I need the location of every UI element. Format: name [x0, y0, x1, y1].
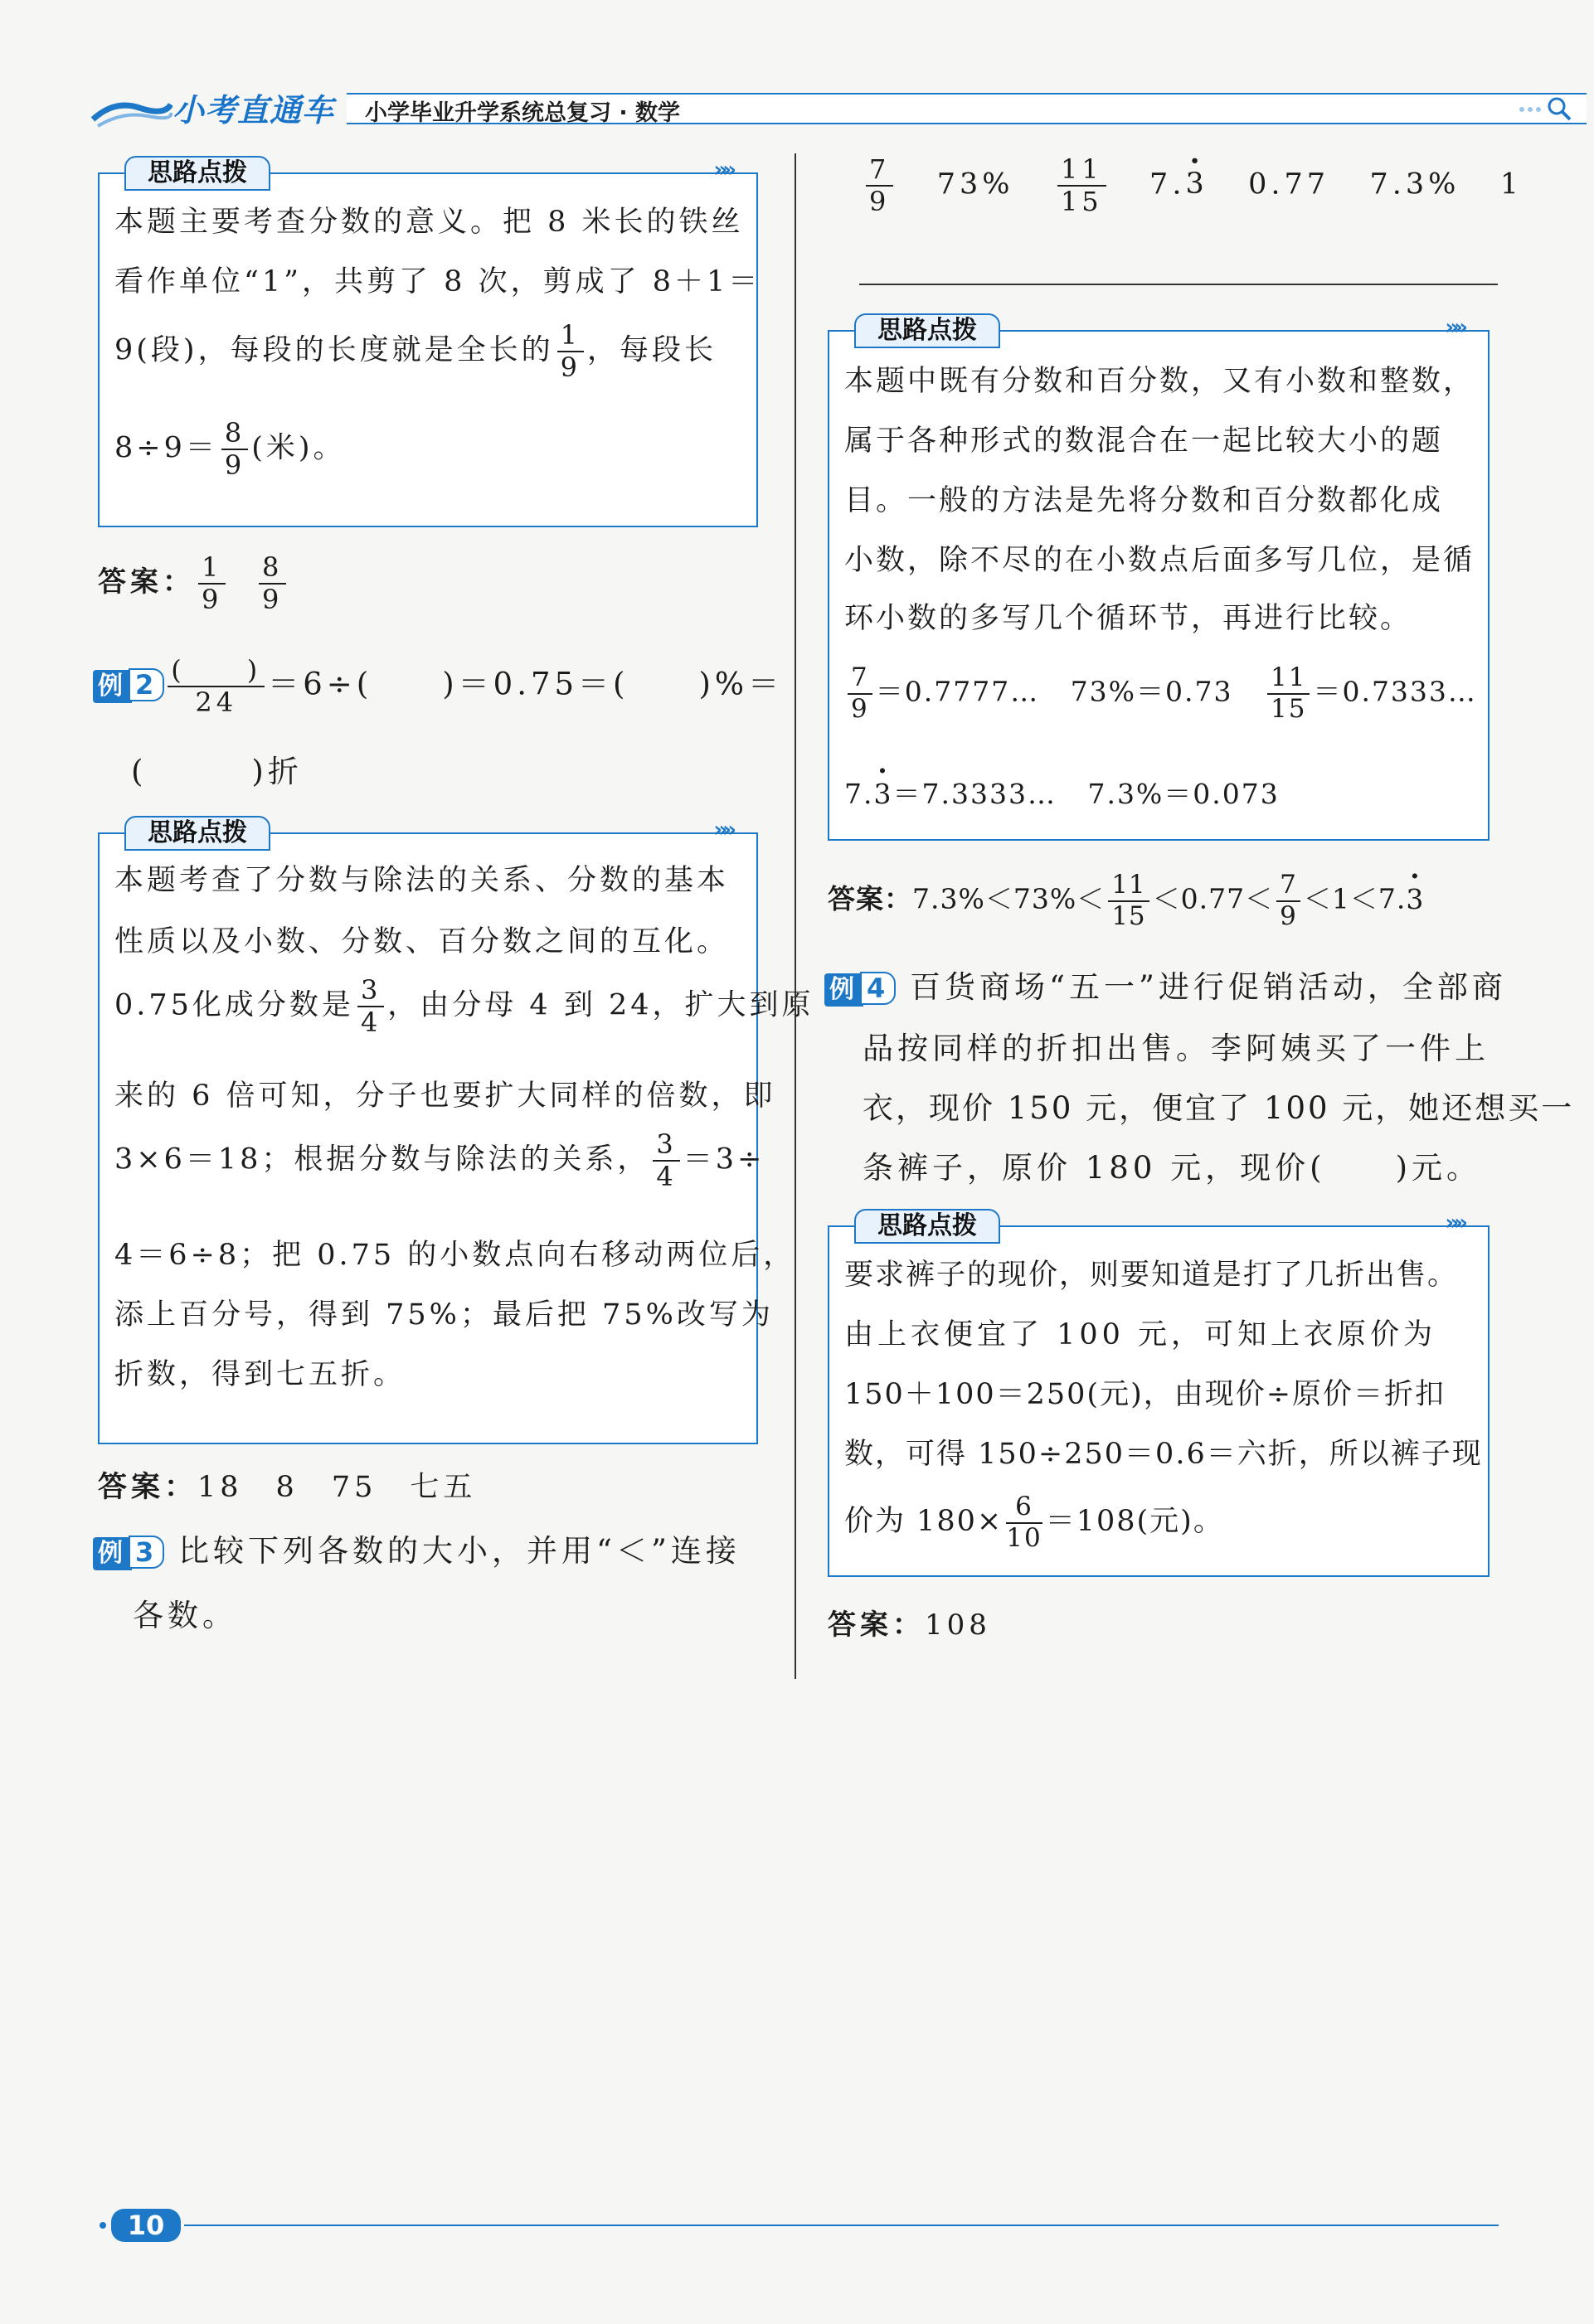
answer-label: 答案： [98, 565, 195, 599]
example-number: 3 [129, 1536, 164, 1569]
tip4-line2: 由上衣便宜了 100 元，可知上衣原价为 [844, 1318, 1437, 1351]
example-badge: 例 [824, 973, 863, 1007]
tip1-line1: 本题主要考查分数的意义。把 8 米长的铁丝 [114, 206, 744, 239]
tip1-line3: 9(段)，每段的长度就是全长的 $\frac{1}{9}$ ，每段长 [114, 319, 717, 383]
page-header [90, 83, 1499, 129]
example-badge: 例 [93, 670, 132, 703]
tip1-line2: 看作单位“1”，共剪了 8 次，剪成了 8＋1＝ [114, 265, 761, 298]
example-number: 4 [860, 972, 896, 1005]
tip-box-4 [828, 1211, 1490, 1577]
example-badge: 例 [93, 1537, 132, 1570]
example-3: 例 3 比较下列各数的大小，并用“＜”连接 [93, 1526, 741, 1570]
series-logo [90, 83, 347, 129]
tip4-line1: 要求裤子的现价，则要知道是打了几折出售。 [844, 1259, 1459, 1292]
tip4-line5: 价为 180× $\frac{6}{10}$ ＝108(元)。 [844, 1492, 1224, 1553]
header-bar [347, 93, 1587, 124]
tip2-line6: 4＝6÷8；把 0.75 的小数点向右移动两位后， [114, 1239, 796, 1272]
tip2-line8: 折数，得到七五折。 [114, 1358, 406, 1391]
tip-tag: 思路点拨 [854, 1209, 1000, 1244]
example-4-line3: 衣，现价 150 元，便宜了 100 元，她还想买一 [863, 1090, 1575, 1126]
answer-blank-line [859, 284, 1498, 285]
answer-label: 答案： [828, 1608, 925, 1642]
answer-label: 答案： [98, 1471, 198, 1504]
tip3-line6: $\frac{7}{9}$ ＝0.7777… 73%＝0.73 $\frac{11}{15}$ ＝0.7333… [844, 663, 1477, 724]
tip4-line4: 数，可得 150÷250＝0.6＝六折，所以裤子现 [844, 1438, 1483, 1471]
logo-text: 小考直通车 [173, 92, 335, 129]
double-chevron-icon: »» [1445, 1211, 1463, 1235]
tip2-line4: 来的 6 倍可知，分子也要扩大同样的倍数，即 [114, 1080, 776, 1113]
answer-3: 答案：7.3%＜73%＜ $\frac{11}{15}$ ＜0.77＜ $\frac{7}{9}$ ＜1＜7.· 3 [828, 871, 1424, 931]
tip2-line7: 添上百分号，得到 75%；最后把 75%改写为 [114, 1298, 774, 1332]
tip2-line5: 3×6＝18；根据分数与除法的关系， $\frac{3}{4}$ ＝3÷ [114, 1128, 765, 1192]
example-2-cont: ( )折 [131, 754, 303, 789]
example-4: 例 4 百货商场“五一”进行促销活动，全部商 [824, 962, 1507, 1007]
tip-tag: 思路点拨 [124, 156, 270, 191]
footer-dot [100, 2222, 106, 2229]
answer-4: 答案：108 [828, 1608, 991, 1642]
column-divider [795, 153, 796, 1679]
book-title: 小学毕业升学系统总复习 · 数学 [365, 100, 681, 126]
tip4-line3: 150＋100＝250(元)，由现价÷原价＝折扣 [844, 1378, 1446, 1411]
search-icon [1517, 96, 1575, 124]
answer-2: 答案：18 8 75 七五 [98, 1471, 477, 1504]
example-4-line4: 条裤子，原价 180 元，现价( )元。 [863, 1150, 1482, 1186]
example-4-line2: 品按同样的折扣出售。李阿姨买了一件上 [863, 1031, 1490, 1066]
double-chevron-icon: »» [1445, 315, 1463, 340]
compare-numbers: $\frac{7}{9}$ 73% $\frac{11}{15}$ 7.· 3 0.77 7.3% 1 [863, 154, 1523, 217]
tip3-line4: 小数，除不尽的在小数点后面多写几位，是循 [844, 544, 1475, 577]
page-number: 10 [111, 2209, 181, 2242]
tip2-line2: 性质以及小数、分数、百分数之间的互化。 [114, 925, 730, 958]
tip-box-2 [98, 818, 814, 1444]
tip-box-1 [98, 158, 761, 527]
tip-box-3 [828, 315, 1490, 841]
tip2-line1: 本题考查了分数与除法的关系、分数的基本 [114, 864, 730, 897]
tip-tag: 思路点拨 [854, 313, 1000, 348]
tip-tag: 思路点拨 [124, 816, 270, 851]
answer-1: 答案： $\frac{1}{9}$ $\frac{8}{9}$ [98, 552, 289, 615]
answer-label: 答案： [828, 882, 912, 915]
tip3-line5: 环小数的多写几个循环节，再进行比较。 [844, 602, 1412, 635]
double-chevron-icon: »» [713, 818, 731, 842]
footer-rule [184, 2225, 1499, 2226]
example-2: 例 2 $\frac{( )}{24}$ ＝6÷( )＝0.75＝( )%＝ [93, 655, 783, 718]
tip3-line2: 属于各种形式的数混合在一起比较大小的题 [844, 425, 1444, 458]
tip3-line1: 本题中既有分数和百分数，又有小数和整数， [844, 365, 1475, 398]
example-number: 2 [129, 668, 164, 701]
tip2-line3: 0.75化成分数是 $\frac{3}{4}$ ，由分母 4 到 24，扩大到原 [114, 974, 814, 1038]
train-swoosh-icon [90, 83, 173, 129]
tip3-line7: 7.· 3＝7.3333… 7.3%＝0.073 [844, 773, 1280, 812]
tip1-line4: 8÷9＝ $\frac{8}{9}$ (米)。 [114, 417, 346, 481]
tip3-line3: 目。一般的方法是先将分数和百分数都化成 [844, 484, 1444, 517]
example-3-cont: 各数。 [133, 1598, 237, 1633]
double-chevron-icon: »» [713, 158, 731, 182]
